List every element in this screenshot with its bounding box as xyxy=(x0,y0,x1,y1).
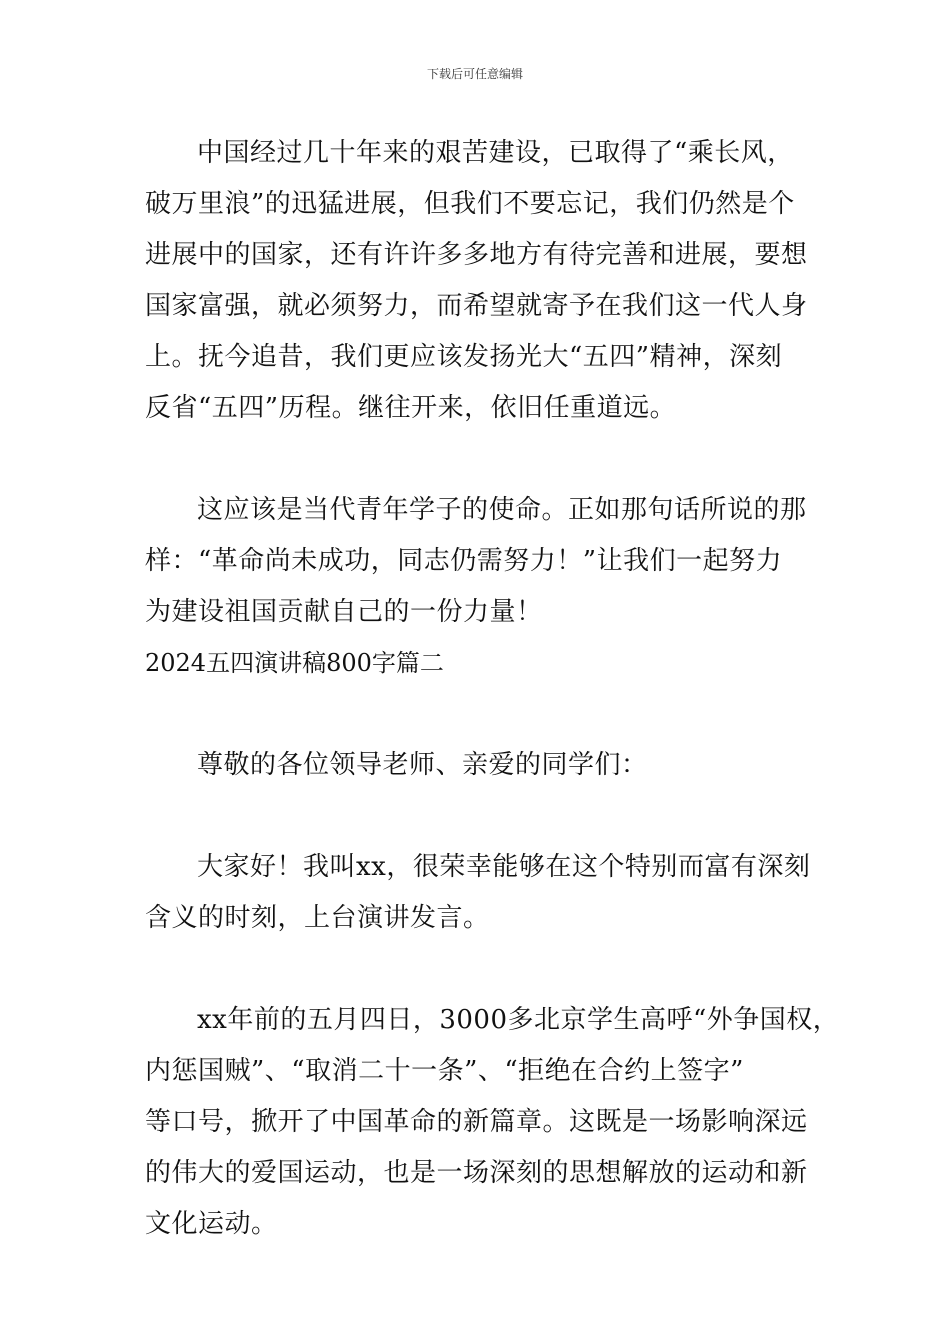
document-body xyxy=(145,128,840,1250)
text-line: 样：“革命尚未成功，同志仍需努力！”让我们一起努力 xyxy=(145,546,783,576)
paragraph-spacer xyxy=(145,791,810,842)
text-line: 为建设祖国贡献自己的一份力量！ xyxy=(145,597,543,627)
text-line: 上。抚今追昔，我们更应该发扬光大“五四”精神，深刻 xyxy=(145,342,783,372)
paragraph-2 xyxy=(145,485,810,638)
paragraph-greeting xyxy=(145,740,810,791)
text-line: 文化运动。 xyxy=(145,1209,278,1239)
paragraph-1 xyxy=(145,128,810,434)
paragraph-spacer xyxy=(145,434,810,485)
text-line: 大家好！我叫xx，很荣幸能够在这个特别而富有深刻 xyxy=(197,852,811,882)
paragraph-spacer xyxy=(145,689,810,740)
paragraph-spacer xyxy=(145,944,810,995)
text-line: 中国经过几十年来的艰苦建设，已取得了“乘长风， xyxy=(197,138,794,168)
text-line: xx年前的五月四日，3000多北京学生高呼“外争国权， xyxy=(197,1005,840,1035)
text-line: 的伟大的爱国运动，也是一场深刻的思想解放的运动和新 xyxy=(145,1158,808,1188)
text-line: 进展中的国家，还有许许多多地方有待完善和进展，要想 xyxy=(145,240,808,270)
paragraph-4 xyxy=(145,995,840,1250)
text-line: 等口号，掀开了中国革命的新篇章。这既是一场影响深远 xyxy=(145,1107,808,1137)
text-line: 尊敬的各位领导老师、亲爱的同学们： xyxy=(197,750,648,780)
section-heading: 2024五四演讲稿800字篇二 xyxy=(145,649,444,677)
text-line: 含义的时刻，上台演讲发言。 xyxy=(145,903,490,933)
text-line: 破万里浪”的迅猛进展，但我们不要忘记，我们仍然是个 xyxy=(145,189,795,219)
text-line: 国家富强，就必须努力，而希望就寄予在我们这一代人身 xyxy=(145,291,808,321)
text-line: 反省“五四”历程。继往开来，依旧任重道远。 xyxy=(145,393,677,423)
page-header-note: 下载后可任意编辑 xyxy=(426,67,523,81)
text-line: 内惩国贼”、“取消二十一条”、“拒绝在合约上签字” xyxy=(145,1056,744,1086)
paragraph-3 xyxy=(145,842,810,944)
text-line: 这应该是当代青年学子的使命。正如那句话所说的那 xyxy=(197,495,807,525)
